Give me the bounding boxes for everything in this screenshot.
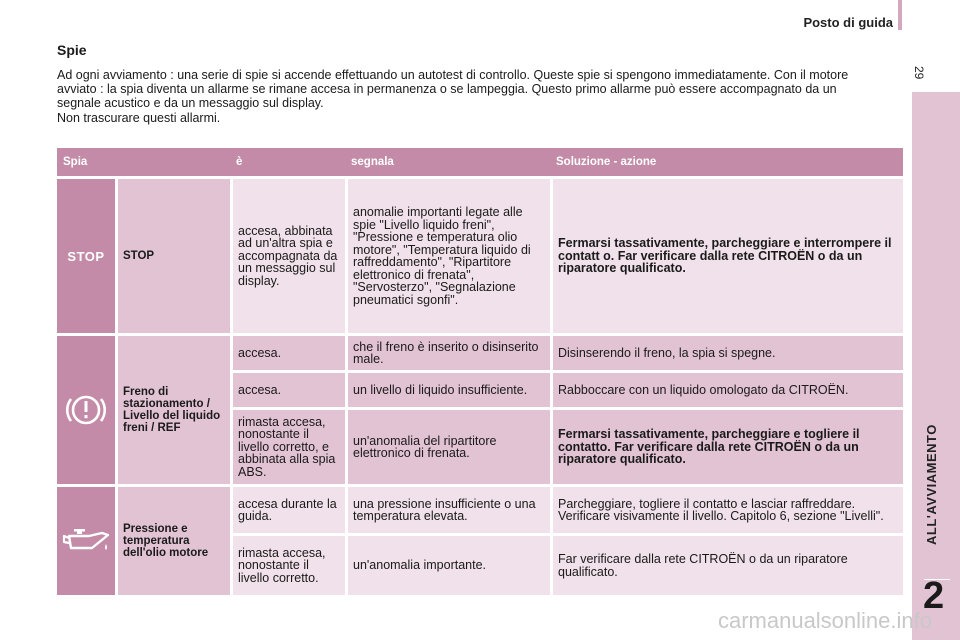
state-cell: accesa, abbinata ad un'altra spia e accompagnata da un messaggio sul display.: [233, 179, 345, 333]
table-rows: [233, 179, 903, 333]
table-row: [233, 536, 903, 595]
table-rows: [233, 487, 903, 595]
warning-lights-table: [57, 148, 903, 598]
table-row: [233, 179, 903, 333]
stop-icon: STOP: [67, 248, 105, 264]
state-cell: accesa.: [233, 373, 345, 407]
table-row: [233, 336, 903, 370]
section-title: Spie: [57, 42, 87, 58]
light-name: Pressione e temperatura dell'olio motore: [118, 487, 230, 595]
table-header: [57, 148, 903, 176]
chapter-tab: [912, 92, 960, 640]
signal-cell: una pressione insufficiente o una temperatura elevata.: [348, 487, 550, 533]
warning-note: Non trascurare questi allarmi.: [57, 111, 221, 125]
chapter-number: 2: [923, 575, 945, 617]
state-cell: rimasta accesa, nonostante il livello corretto, e abbinata alla spia ABS.: [233, 410, 345, 484]
header-signal: segnala: [351, 156, 394, 168]
action-cell: Fermarsi tassativamente, parcheggiare e togliere il contatto. Far verificare dalla rete CITROËN o da un riparatore qualificato.: [553, 410, 903, 484]
action-cell: Rabboccare con un liquido omologato da CITROËN.: [553, 373, 903, 407]
table-group-oil: [57, 487, 903, 595]
running-header: Posto di guida: [803, 15, 893, 30]
signal-cell: un'anomalia importante.: [348, 536, 550, 595]
action-cell: Far verificare dalla rete CITROËN o da un riparatore qualificato.: [553, 536, 903, 595]
watermark: carmanualsonline.info: [717, 608, 932, 633]
intro-paragraph: Ad ogni avviamento : una serie di spie si accende effettuando un autotest di controllo. Queste spie si spengono immediatamente. Con il motore avviato : la spia diventa un allarme se rimane accesa in permanenza o se lampeggia. Questo primo allarme può essere accompagnato da un segnale acustico e da un messaggio sul display.: [57, 68, 849, 110]
header-spia: Spia: [63, 156, 88, 168]
light-name: Freno di stazionamento / Livello del liquido freni / REF: [118, 336, 230, 484]
page-number: 29: [912, 66, 926, 80]
signal-cell: che il freno è inserito o disinserito male.: [348, 336, 550, 370]
header-divider: [898, 0, 902, 30]
header-action: Soluzione - azione: [556, 156, 657, 168]
action-cell: Disinserendo il freno, la spia si spegne.: [553, 336, 903, 370]
state-cell: rimasta accesa, nonostante il livello corretto.: [233, 536, 345, 595]
icon-cell: [57, 179, 115, 333]
table-rows: [233, 336, 903, 484]
header-state: è: [236, 156, 243, 168]
oil-can-icon: [62, 526, 110, 556]
action-cell: Parcheggiare, togliere il contatto e lasciar raffreddare. Verificare visivamente il livello. Capitolo 6, sezione "Livelli".: [553, 487, 903, 533]
signal-cell: un'anomalia del ripartitore elettronico di frenata.: [348, 410, 550, 484]
table-group-stop: [57, 179, 903, 333]
signal-cell: un livello di liquido insufficiente.: [348, 373, 550, 407]
icon-cell: [57, 336, 115, 484]
table-group-brake: [57, 336, 903, 484]
chapter-label: ALL'AVVIAMENTO: [924, 424, 939, 545]
signal-cell: anomalie importanti legate alle spie "Livello liquido freni", "Pressione e temperatura olio motore", "Temperatura liquido di raffreddamento", "Ripartitore elettronico di frenata", "Servosterzo", "Segnalazione pneumatici sgonfi".: [348, 179, 550, 333]
brake-warning-icon: [64, 388, 108, 432]
state-cell: accesa.: [233, 336, 345, 370]
icon-cell: [57, 487, 115, 595]
state-cell: accesa durante la guida.: [233, 487, 345, 533]
light-name: STOP: [118, 179, 230, 333]
table-row: [233, 373, 903, 407]
table-row: [233, 487, 903, 533]
action-cell: Fermarsi tassativamente, parcheggiare e interrompere il contatt o. Far verificare dalla rete CITROËN o da un riparatore qualificato.: [553, 179, 903, 333]
table-row: [233, 410, 903, 484]
